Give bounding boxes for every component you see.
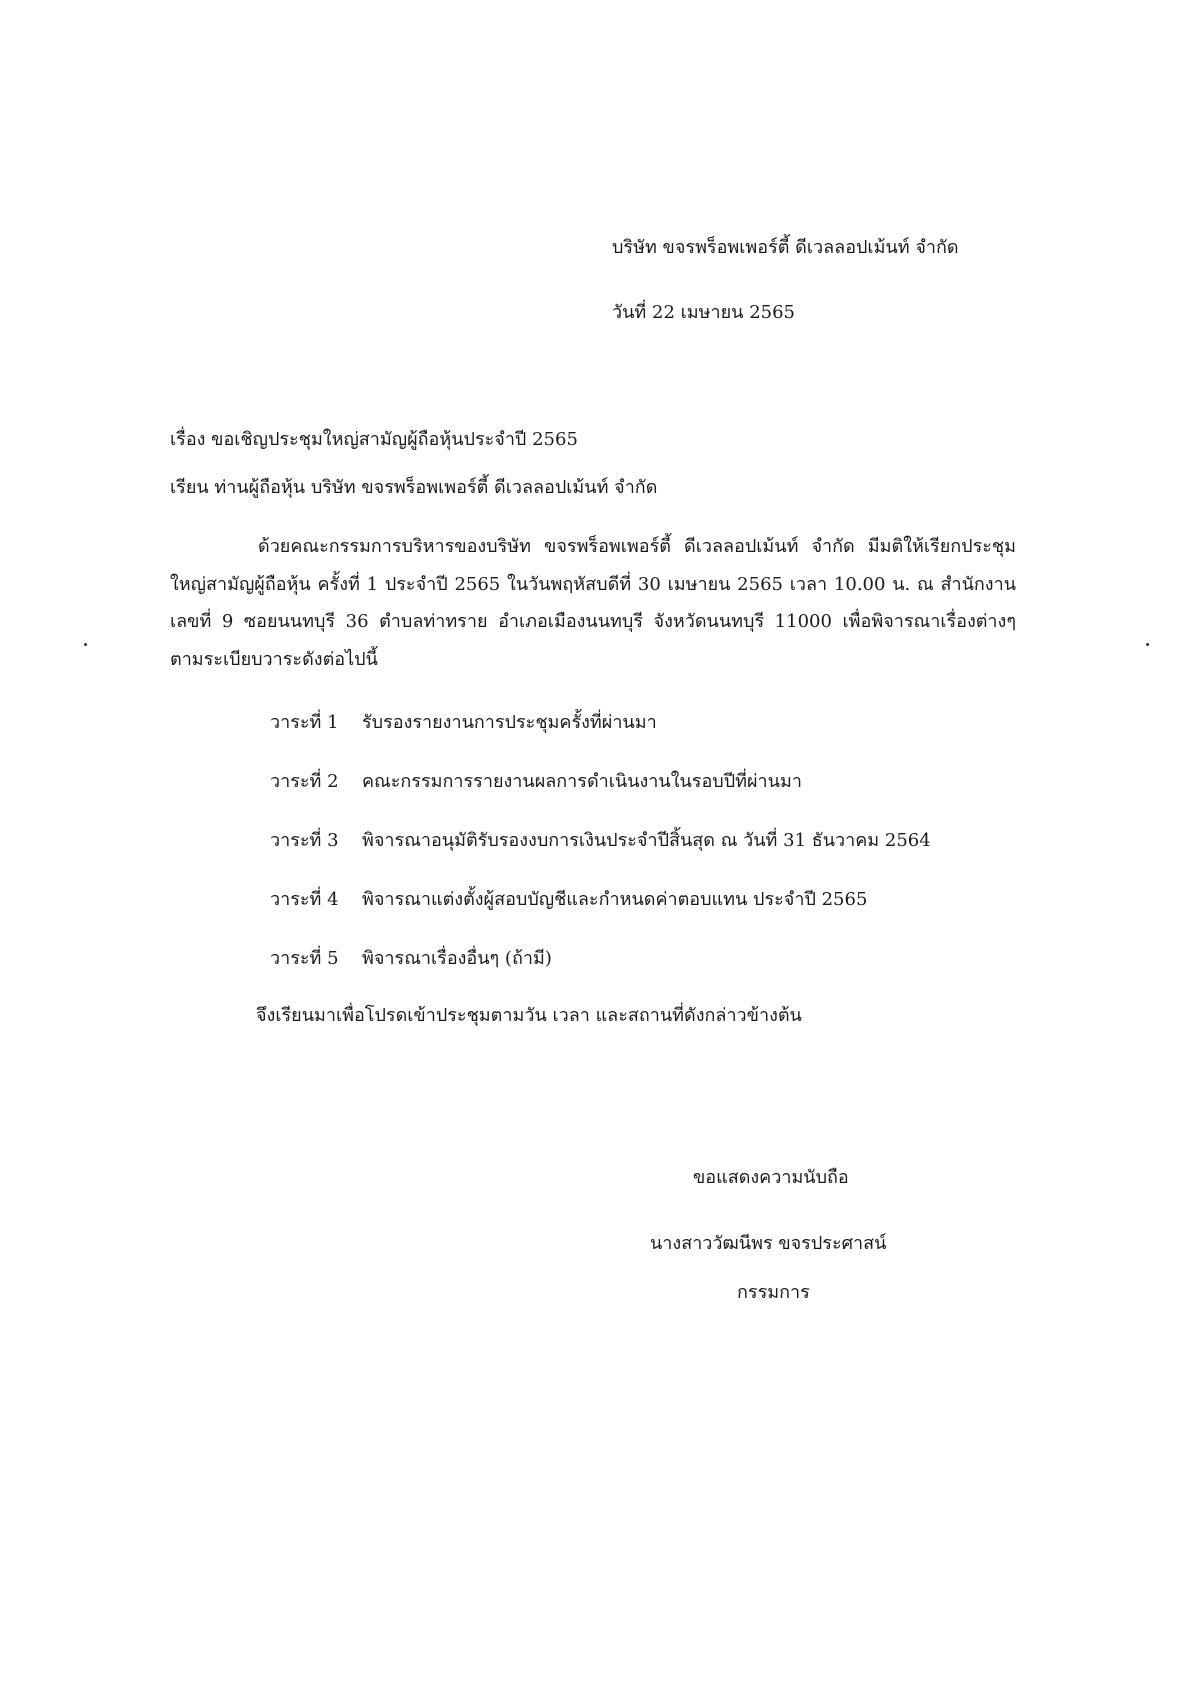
signer-position: กรรมการ [737, 1282, 810, 1303]
agenda-item [270, 825, 931, 854]
agenda-text: พิจารณาเรื่องอื่นๆ (ถ้ามี) [362, 948, 552, 969]
agenda-text: รับรองรายงานการประชุมครั้งที่ผ่านมา [362, 712, 657, 733]
agenda-number: วาระที่ 3 [270, 830, 339, 851]
closing-sentence: จึงเรียนมาเพื่อโปรดเข้าประชุมตามวัน เวลา และสถานที่ดังกล่าวข้างต้น [256, 1005, 802, 1026]
agenda-text: คณะกรรมการรายงานผลการดำเนินงานในรอบปีที่ผ่านมา [362, 771, 802, 792]
margin-dot-left [84, 643, 87, 646]
agenda-item [270, 707, 657, 736]
company-name: บริษัท ขจรพร็อพเพอร์ตี้ ดีเวลลอปเม้นท์ จำกัด [612, 237, 959, 258]
body-paragraph: ด้วยคณะกรรมการบริหารของบริษัท ขจรพร็อพเพอร์ตี้ ดีเวลลอปเม้นท์ จำกัด มีมติให้เรียกประชุมใหญ่สามัญผู้ถือหุ้น ครั้งที่ 1 ประจำปี 2565 ในวันพฤหัสบดีที่ 30 เมษายน 2565 เวลา 10.00 น. ณ สำนักงานเลขที่ 9 ซอยนนทบุรี 36 ตำบลท่าทราย อำเภอเมืองนนทบุรี จังหวัดนนทบุรี 11000 เพื่อพิจารณาเรื่องต่างๆ ตามระเบียบวาระดังต่อไปนี้ [170, 536, 1016, 670]
agenda-text: พิจารณาแต่งตั้งผู้สอบบัญชีและกำหนดค่าตอบแทน ประจำปี 2565 [362, 889, 868, 910]
regards-text: ขอแสดงความนับถือ [693, 1167, 849, 1188]
letter-recipient: เรียน ท่านผู้ถือหุ้น บริษัท ขจรพร็อพเพอร์ตี้ ดีเวลลอปเม้นท์ จำกัด [170, 477, 658, 498]
agenda-item [270, 943, 552, 972]
agenda-number: วาระที่ 1 [270, 712, 339, 733]
letter-subject: เรื่อง ขอเชิญประชุมใหญ่สามัญผู้ถือหุ้นประจำปี 2565 [170, 429, 578, 450]
agenda-text: พิจารณาอนุมัติรับรองงบการเงินประจำปีสิ้นสุด ณ วันที่ 31 ธันวาคม 2564 [362, 830, 931, 851]
margin-dot-right [1146, 643, 1149, 646]
agenda-item [270, 766, 802, 795]
letter-date: วันที่ 22 เมษายน 2565 [612, 302, 795, 323]
agenda-number: วาระที่ 2 [270, 771, 339, 792]
agenda-number: วาระที่ 4 [270, 889, 339, 910]
signer-name: นางสาววัฒนีพร ขจรประศาสน์ [650, 1233, 887, 1254]
agenda-item [270, 884, 867, 913]
agenda-number: วาระที่ 5 [270, 948, 339, 969]
